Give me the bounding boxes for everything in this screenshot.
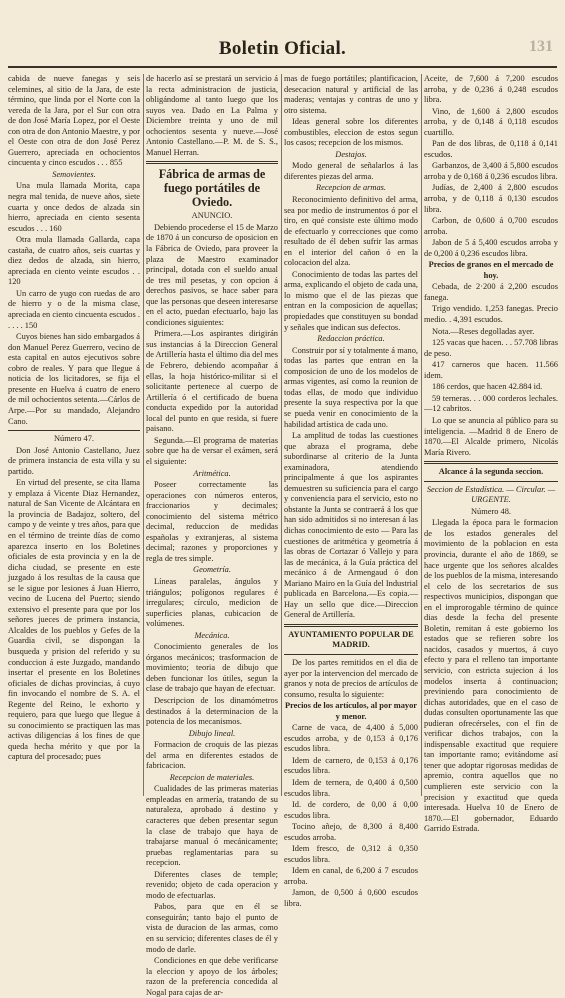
notice-number: Número 47. bbox=[53, 434, 94, 444]
subsection-heading: Recepcion de materiales. bbox=[169, 772, 255, 782]
divider bbox=[146, 161, 278, 164]
paragraph: Conocimiento generales de los órganos mecánicos; trasformacion de movimiento; teoria de dibujo que deben funcionar los útiles, segun la clase de trabajo que hayan de efectuar. bbox=[146, 642, 278, 694]
paragraph: mas de fuego portátiles; plantificacion, desecacion natural y artificial de las maderas; ventajas y contras de uno y otro sistema. bbox=[284, 74, 418, 115]
section-title: Alcance á la segunda seccion. bbox=[438, 467, 544, 477]
column-1 bbox=[8, 74, 140, 796]
paragraph: Reconocimiento definitivo del arma, sea por medio de instrumentos ó por el tiro, en qué consiste este último modo de efectuarlo y correcciones que como resultado de él deben sufrir las armas en el interior del cañon ó en la colocacion del alza. bbox=[284, 195, 418, 268]
paragraph: Cualidades de las primeras materias empleadas en armería, tratando de su naturaleza, aprobado á destino y caracteres que deben presentar segun la clase de trabajo que haya de trabajarse manual ó mecánicamente; pruebas reglamentarias para su recepcion. bbox=[146, 784, 278, 868]
price-line: Tocino añejo, de 8,300 á 8,400 escudos arroba. bbox=[284, 822, 418, 842]
section-heading: Semovientes. bbox=[52, 169, 96, 179]
price-line: Cebada, de 2·200 á 2,200 escudos fanega. bbox=[424, 282, 558, 302]
paragraph: Líneas paralelas, ángulos y triángulos; polígonos regulares é irregulares; círculo, medicion de superficies planas, cubicacion de volúmenes. bbox=[146, 576, 278, 629]
column-3 bbox=[284, 74, 418, 909]
note-line: 125 vacas que hacen. . . 57.708 libras de peso. bbox=[424, 338, 558, 358]
paragraph: Llegada la época para le formacion de los estados generales del movimiento de la poblacion en esta provincia, durante el año de 1869, se hace urgente que los señores alcaldes de los pueblos de la misma, interesando el celo de los secretarios de sus respectivos municipios, dispongan que en el improrogable término de quince dias desde la fecha del presente Boletin, remitan á este gobierno los estados que se refieren sobre los nacidos, casados y muertos, á cuyo efecto y para el relleno tan importante servicio, con estricta sujecion á los modelos inserta á continuacion; previniendo para conocimiento de dichas autoridades, que en el caso de dudas consulten oportunamente las que pudieran ofrecérseles, con el fin de verificar dichos trabajos, con la indispensable exactitud que requiere tan importante ramo; evitándome así tener que adoptar rigorosas medidas de apremio, contra aquellos que no cumplieren este servicio con la precision y exactitud que queda interesada. Huelva 10 de Enero de 1870.—El gobernador, Eduardo Garrido Estrada. bbox=[424, 518, 558, 834]
price-line: Carne de vaca, de 4,400 á 5,000 escudos arroba, y de 0,153 á 0,176 escudos libra. bbox=[284, 723, 418, 754]
paragraph: Don José Antonio Castellano, Juez de primera instancia de esta villa y su partido. bbox=[8, 445, 140, 476]
divider bbox=[284, 624, 418, 627]
subsection-heading: Redaccion práctica. bbox=[317, 334, 385, 344]
paragraph: Poseer correctamente las operaciones con números enteros, fraccionarios y decimales; conocimiento del sistema métrico decimal, reduccion de medidas españolas y extranjeras, al sistema decimal; razones y proporciones y regla de tres simple. bbox=[146, 480, 278, 563]
section-heading: Seccion de Estadística. — Circular. — URGENTE. bbox=[426, 484, 556, 505]
column-divider bbox=[281, 74, 282, 796]
price-line: Vino, de 1,600 á 2,800 escudos arroba, y de 0,148 á 0,118 escudos cuartillo. bbox=[424, 106, 558, 137]
paragraph: de hacerlo así se prestará un servicio á la recta administracion de justicia, obligándome al tanto luego que los suyos vea. Dado en La Palma y Diciembre treinta y uno de mil ochocientos sesenta y nueve.—José Antonio Castellano.—P. M. de S. S., Manuel Herran. bbox=[146, 74, 278, 157]
price-line: Idem de ternera, de 0,400 á 0,500 escudos libra. bbox=[284, 778, 418, 798]
paragraph: Descripcion de los dinamómetros destinados á la determinacion de la potencia de los mecanismos. bbox=[146, 695, 278, 727]
subsection-heading: Aritmética. bbox=[193, 468, 231, 478]
price-line: Id. de cordero, de 0,00 á 0,00 escudos libra. bbox=[284, 800, 418, 820]
paragraph: De los partes remitidos en el dia de ayer por la intervencion del mercado de granos y nota de precios de artículos de consumo, resulta lo siguiente: bbox=[284, 657, 418, 699]
paragraph: Diferentes clases de temple; revenido; objeto de cada operacion y modo de efectuarlas. bbox=[146, 869, 278, 900]
paragraph: Primera.—Los aspirantes dirigirán sus instancias á la Direccion General de Artillería hasta el último dia del mes de Febrero, debiendo acompañar á ellas, la hoja histórico-militar si el solicitante pertenece al cuerpo de Artillería ó el certificado de buena conducta expedido por la autoridad local del punto en que resida, si fuere paisano. bbox=[146, 329, 278, 434]
section-heading: ANUNCIO. bbox=[191, 211, 233, 221]
note-line: 417 carneros que hacen. 11.566 idem. bbox=[424, 360, 558, 380]
page-title: Boletin Oficial. bbox=[218, 38, 347, 59]
column-divider bbox=[143, 74, 144, 796]
divider bbox=[8, 430, 140, 431]
paragraph: Lo que se anuncia al público para su inteligencia. —Madrid 8 de Enero de 1870.—El Alcalde primero, Nicolás María Rivero. bbox=[424, 415, 558, 457]
divider bbox=[424, 481, 558, 482]
page-number: 131 bbox=[529, 38, 553, 55]
page-header bbox=[8, 36, 557, 68]
paragraph: cabida de nueve fanegas y seis celemines, al sitio de la Jara, de este término, que linda por el Norte con la vereda de la Jara, por el Sur con otra de don José María Lopez, por el Oeste con otra de don Antonio Maestre, y por el Oeste con otra de don José Perez Guerrero, apreciada en ochocientos cincuenta y cinco escudos . . . 855 bbox=[8, 74, 140, 168]
note-line: Nota.—Reses degolladas ayer. bbox=[432, 326, 535, 336]
price-line: Idem de carnero, de 0,153 á 0,176 escudos libra. bbox=[284, 755, 418, 776]
price-line: Judías, de 2,400 á 2,800 escudos arroba, y de 0,118 á 0,130 escudos libra. bbox=[424, 183, 558, 214]
paragraph: Pabos, para que en él se conseguirán; tanto bajo el punto de vista de duracion de las armas, como en su servicio; diferentes clases de él y modo de darle. bbox=[146, 902, 278, 954]
price-line: Jamon, de 0,500 á 0,600 escudos libra. bbox=[284, 888, 418, 909]
note-line: 59 terneras. . . 000 corderos lechales. —12 cabritos. bbox=[424, 393, 558, 414]
subsection-heading: Destajos. bbox=[335, 149, 367, 159]
paragraph: En virtud del presente, se cita llama y emplaza á Vicente Diaz Hernandez, natural de San Vicente de Alcántara en la provincia de Badajoz, soltero, del campo y de veinte y tres años, para que en el término de treinte días de como aparezca inserto en los Boletines oficiales de esta provincia y en la de dicha ciudad, se presente en este juzgado á los resultas de la causa que se le sigue por lesiones á Juan Hierro, vecino de Lucena del Puerto; siendo extensivo el presente para que por los señores jueces de primera instancia, Alcaldes de los pueblos y Gefes de la Guardia civil, se dispongan la busqueda y prision del referido y su conduccion á este Juzgado, mandando insertar el presente en los Boletines oficiales de dichas provincias, á cuyo fin invocando el nombre de S. A. el Regente del Reino, le exhorto y requiero, para que luego que llegue á su conocimiento se practiquen las mas activas diligencias á los fines de que queda hecha mérito y que por la captura del procesado; pues bbox=[8, 478, 140, 762]
subsection-heading: Mecánica. bbox=[194, 630, 230, 640]
paragraph: Construir por sí y totalmente á mano, todas las partes que entran en la composicion de uno de los modelos de armas vigentes, así como la reunion de todas ellas, de modo que individuo presente la suya respectiva por la que se pueda venir en conocimiento de la habilidad artística de cada uno. bbox=[284, 345, 418, 429]
section-title: Fábrica de armas de fuego portátiles de Oviedo. bbox=[158, 167, 266, 210]
price-heading: Precios de los artículos, al por mayor y menor. bbox=[284, 701, 418, 721]
price-line: Jabon de 5 á 5,400 escudos arroba y de 0,200 á 0,236 escudos libra. bbox=[424, 238, 558, 258]
column-2 bbox=[146, 74, 278, 997]
subsection-heading: Dibujo lineal. bbox=[188, 728, 236, 738]
paragraph: La amplitud de todas las cuestiones que abraza el programa, debe subordinarse al criterio de la Junta examinadora, atendiendo principalmente á que los aspirantes demuestren su suficiencia para el cargo y conveniencia para el servicio, esto no obstante la Junta se contraerá á los que han sido admitidos si no interesan á las dichas conocimiento de esto — Para las cuestiones de aritmética y geometría á las obras de Cortazar ó Vallejo y para las de mecánica, á la Guía práctica del mecánico á de Armengaud ó don Mariano Mairo en la Guía del Industrial publicada en Barcelona.—Es copia.—Hay un sello que dice.—Direccion General de Artillería. bbox=[284, 431, 418, 620]
paragraph: Modo general de señalarlos á las diferentes piezas del arma. bbox=[284, 161, 418, 181]
price-line: Trigo vendido. 1,253 fanegas. Precio medio. . 4,391 escudos. bbox=[424, 304, 558, 325]
price-heading: Precios de granos en el mercado de hoy. bbox=[428, 260, 554, 280]
paragraph: Cuyos bienes han sido embargados á don Manuel Perez Guerrero, vecino de esta capital en autos ejecutivos sobre cobro de reales. Y para que llegue á noticia de los licitadores, se fija el presente en Huelva á cuatro de enero de mil ochocientos setenta.—Cárlos de Arpe.—Por su mandado, Alejandro Cano. bbox=[8, 332, 140, 426]
paragraph: Formacion de croquis de las piezas del arma en diferentes estados de fabricacion. bbox=[146, 740, 278, 771]
paragraph: Condiciones en que debe verificarse la eleccion y apoyo de los árboles; razon de la preferencia concedida al Nogal para cajas de ar- bbox=[146, 956, 278, 997]
divider bbox=[424, 461, 558, 464]
price-line: Aceite, de 7,600 á 7,200 escudos arroba, y de 0,236 á 0,248 escudos libra. bbox=[424, 74, 558, 105]
paragraph: Un carro de yugo con ruedas de aro de hierro y o de la misma clase, apreciada en ciento cincuenta escudos . . . . . 150 bbox=[8, 288, 140, 330]
price-line: Idem fresco, de 0,312 á 0,350 escudos libra. bbox=[284, 844, 418, 864]
header-rule bbox=[8, 66, 557, 68]
paragraph: Otra mula llamada Gallarda, capa castaña, de cuatro años, seis cuartas y diez dedos de alzada, sin hierro, apreciada en ciento veinte escudos . . 120 bbox=[8, 235, 140, 287]
paragraph: Conocimiento de todas las partes del arma, explicando el objeto de cada una, lo mismo que el de las piezas que entran en la composicion de aquellas; propiedades que constituyen su bondad y señales que indican sus defectos. bbox=[284, 269, 418, 332]
paragraph: Ideas general sobre los diferentes combustibles, eleccion de estos segun los casos; recepcion de los mismos. bbox=[284, 117, 418, 148]
paragraph: Una mula llamada Morita, capa negra mal tenida, de nueve años, siete cuarta y once dedos de alzada sin hierro, apreciada en ciento sesenta escudos . . . 160 bbox=[8, 181, 140, 233]
price-line: Idem en canal, de 6,200 á 7 escudos arroba. bbox=[284, 866, 418, 886]
paragraph: Debiendo procederse el 15 de Marzo de 1870 á un concurso de oposicion en la Fábrica de Oviedo, para proveer la plaza de Maestro examinador principal, dotada con el sueldo anual de tres mil pesetas, y con opcion á derechos pasivos, se hace saber para que las personas que deseen interesarse en el acto, puedan efectuarlo, bajo las condiciones siguientes: bbox=[146, 222, 278, 327]
column-4 bbox=[424, 74, 558, 834]
subsection-heading: Recepcion de armas. bbox=[315, 183, 386, 193]
price-line: Pan de dos libras, de 0,118 á 0,141 escudos. bbox=[424, 139, 558, 159]
notice-number: Número 48. bbox=[470, 506, 511, 516]
price-line: Carbon, de 0,600 á 0,700 escudos arroba. bbox=[424, 216, 558, 236]
section-title: AYUNTAMIENTO POPULAR DE MADRID. bbox=[288, 629, 414, 650]
note-line: 186 cerdos, que hacen 42.884 id. bbox=[432, 382, 543, 392]
column-divider bbox=[421, 74, 422, 796]
paragraph: Segunda.—El programa de materias sobre que ha de versar el exámen, será el siguiente: bbox=[146, 435, 278, 466]
divider bbox=[284, 654, 418, 655]
subsection-heading: Geometría. bbox=[193, 565, 231, 575]
price-line: Garbanzos, de 3,400 á 5,800 escudos arroba y de 0,168 á 0,236 escudos libra. bbox=[424, 161, 558, 181]
